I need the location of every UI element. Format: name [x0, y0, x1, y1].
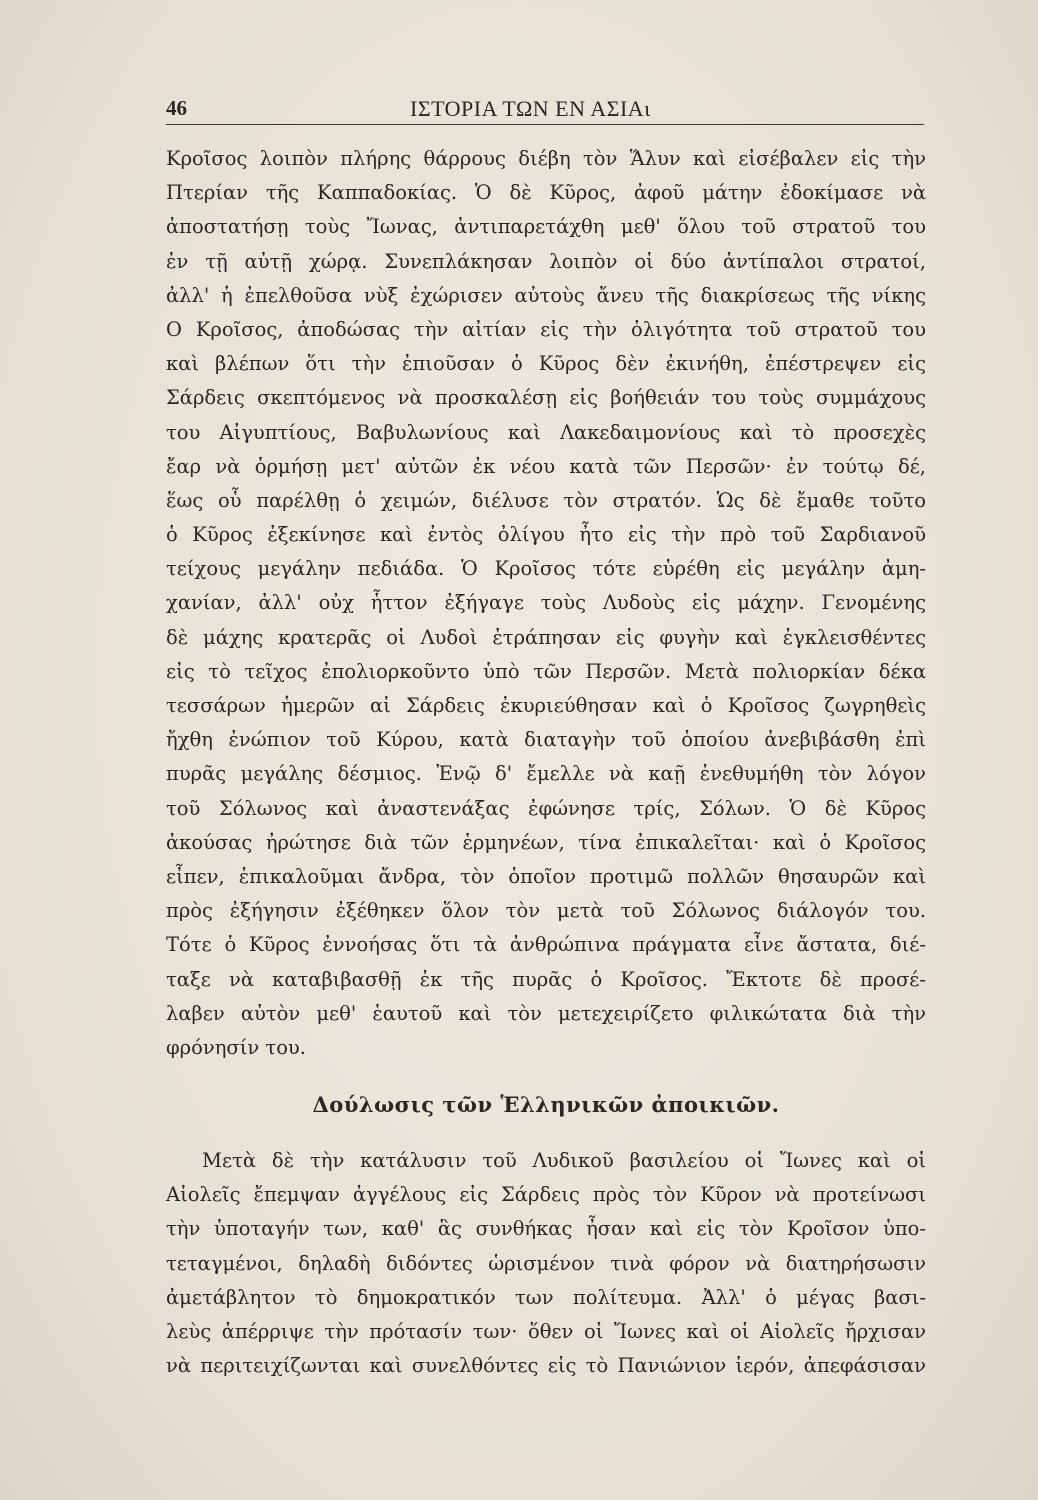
text-line: λαβεν αὐτὸν μεθ' ἑαυτοῦ καὶ τὸν μετεχειρίζετο φιλικώτατα διὰ τὴν	[166, 1001, 926, 1025]
text-line: ἀκούσας ἠρώτησε διὰ τῶν ἑρμηνέων, τίνα ἐπικαλεῖται· καὶ ὁ Κροῖσος	[166, 830, 926, 854]
text-line: Μετὰ δὲ τὴν κατάλυσιν τοῦ Λυδικοῦ βασιλείου οἱ Ἴωνες καὶ οἱ	[202, 1149, 926, 1172]
text-line: Αἰολεῖς ἔπεμψαν ἀγγέλους εἰς Σάρδεις πρὸς τὸν Κῦρον νὰ προτείνωσι	[166, 1183, 926, 1207]
text-line: Ο Κροῖσος, ἀποδώσας τὴν αἰτίαν εἰς τὴν ὀλιγότητα τοῦ στρατοῦ του	[166, 317, 926, 341]
text-line: Τότε ὁ Κῦρος ἐννοήσας ὅτι τὰ ἀνθρώπινα πράγματα εἶνε ἄστατα, διέ-	[166, 933, 926, 957]
text-line: ταξε νὰ καταβιβασθῇ ἐκ τῆς πυρᾶς ὁ Κροῖσος. Ἔκτοτε δὲ προσέ-	[166, 967, 926, 991]
text-line: νὰ περιτειχίζωνται καὶ συνελθόντες εἰς τὸ Πανιώνιον ἱερόν, ἀπεφάσισαν	[166, 1354, 926, 1378]
text-line: εἶπεν, ἐπικαλοῦμαι ἄνδρα, τὸν ὁποῖον προτιμῶ πολλῶν θησαυρῶν καὶ	[166, 864, 926, 888]
text-line: του Αἰγυπτίους, Βαβυλωνίους καὶ Λακεδαιμονίους καὶ τὸ προσεχὲς	[166, 420, 926, 444]
text-line: ὁ Κῦρος ἐξεκίνησε καὶ ἐντὸς ὀλίγου ἦτο εἰς τὴν πρὸ τοῦ Σαρδιανοῦ	[166, 523, 926, 547]
text-line: εἰς τὸ τεῖχος ἐπολιορκοῦντο ὑπὸ τῶν Περσῶν. Μετὰ πολιορκίαν δέκα	[166, 659, 926, 683]
paragraph-greek-colonies	[166, 1144, 926, 1383]
text-line: ἕως οὗ παρέλθῃ ὁ χειμών, διέλυσε τὸν στρατόν. Ὡς δὲ ἔμαθε τοῦτο	[166, 488, 926, 512]
paragraph-lydian-war	[166, 142, 926, 1065]
page-number: 46	[166, 96, 187, 120]
text-line: τείχους μεγάλην πεδιάδα. Ὁ Κροῖσος τότε εὑρέθη εἰς μεγάλην ἀμη-	[166, 557, 926, 581]
text-line: τὴν ὑποταγήν των, καθ' ἃς συνθήκας ἦσαν καὶ εἰς τὸν Κροῖσον ὑπο-	[166, 1217, 926, 1241]
text-line: τεταγμένοι, δηλαδὴ διδόντες ὡρισμένον τινὰ φόρον νὰ διατηρήσωσιν	[166, 1251, 926, 1275]
text-line: χανίαν, ἀλλ' οὐχ ἧττον ἐξήγαγε τοὺς Λυδοὺς εἰς μάχην. Γενομένης	[166, 591, 926, 615]
section-heading: Δούλωσις τῶν Ἑλληνικῶν ἀποικιῶν.	[312, 1092, 780, 1117]
text-line: ἀλλ' ἡ ἐπελθοῦσα νὺξ ἐχώρισεν αὐτοὺς ἄνευ τῆς διακρίσεως τῆς νίκης	[166, 283, 926, 307]
text-line: Σάρδεις σκεπτόμενος νὰ προσκαλέσῃ εἰς βοήθειάν του τοὺς συμμάχους	[166, 386, 926, 410]
text-line: ἐν τῇ αὐτῇ χώρᾳ. Συνεπλάκησαν λοιπὸν οἱ δύο ἀντίπαλοι στρατοί,	[166, 249, 926, 273]
header-rule	[166, 124, 924, 125]
text-line: λεὺς ἀπέρριψε τὴν πρότασίν των· ὅθεν οἱ Ἴωνες καὶ οἱ Αἰολεῖς ἤρχισαν	[166, 1319, 926, 1343]
text-line: καὶ βλέπων ὅτι τὴν ἐπιοῦσαν ὁ Κῦρος δὲν ἐκινήθη, ἐπέστρεψεν εἰς	[166, 352, 926, 376]
running-title: ΙΣΤΟΡΙΑ ΤΩΝ ΕΝ ΑΣΙΑι	[410, 96, 651, 121]
text-line: πυρᾶς μεγάλης δέσμιος. Ἐνῷ δ' ἔμελλε νὰ καῇ ἐνεθυμήθη τὸν λόγον	[166, 762, 926, 786]
text-line: Πτερίαν τῆς Καππαδοκίας. Ὁ δὲ Κῦρος, ἀφοῦ μάτην ἐδοκίμασε νὰ	[166, 181, 926, 205]
text-line: ἤχθη ἐνώπιον τοῦ Κύρου, κατὰ διαταγὴν τοῦ ὁποίου ἀνεβιβάσθη ἐπὶ	[166, 728, 926, 752]
text-line: τεσσάρων ἡμερῶν αἱ Σάρδεις ἐκυριεύθησαν καὶ ὁ Κροῖσος ζωγρηθεὶς	[166, 694, 926, 717]
text-line: ἀποστατήσῃ τοὺς Ἴωνας, ἀντιπαρετάχθη μεθ' ὅλου τοῦ στρατοῦ του	[166, 215, 926, 239]
text-line: Κροῖσος λοιπὸν πλήρης θάρρους διέβη τὸν Ἅλυν καὶ εἰσέβαλεν εἰς τὴν	[166, 147, 926, 170]
text-line: φρόνησίν του.	[166, 1035, 306, 1059]
text-line: ἀμετάβλητον τὸ δημοκρατικόν των πολίτευμα. Ἀλλ' ὁ μέγας βασι-	[166, 1285, 926, 1309]
text-line: τοῦ Σόλωνος καὶ ἀναστενάξας ἐφώνησε τρίς, Σόλων. Ὁ δὲ Κῦρος	[166, 796, 926, 820]
text-line: δὲ μάχης κρατερᾶς οἱ Λυδοὶ ἐτράπησαν εἰς φυγὴν καὶ ἐγκλεισθέντες	[166, 625, 926, 649]
text-line: ἔαρ νὰ ὁρμήσῃ μετ' αὐτῶν ἐκ νέου κατὰ τῶν Περσῶν· ἐν τούτῳ δέ,	[166, 454, 926, 478]
text-line: πρὸς ἐξήγησιν ἐξέθηκεν ὅλον τὸν μετὰ τοῦ Σόλωνος διάλογόν του.	[166, 899, 926, 923]
